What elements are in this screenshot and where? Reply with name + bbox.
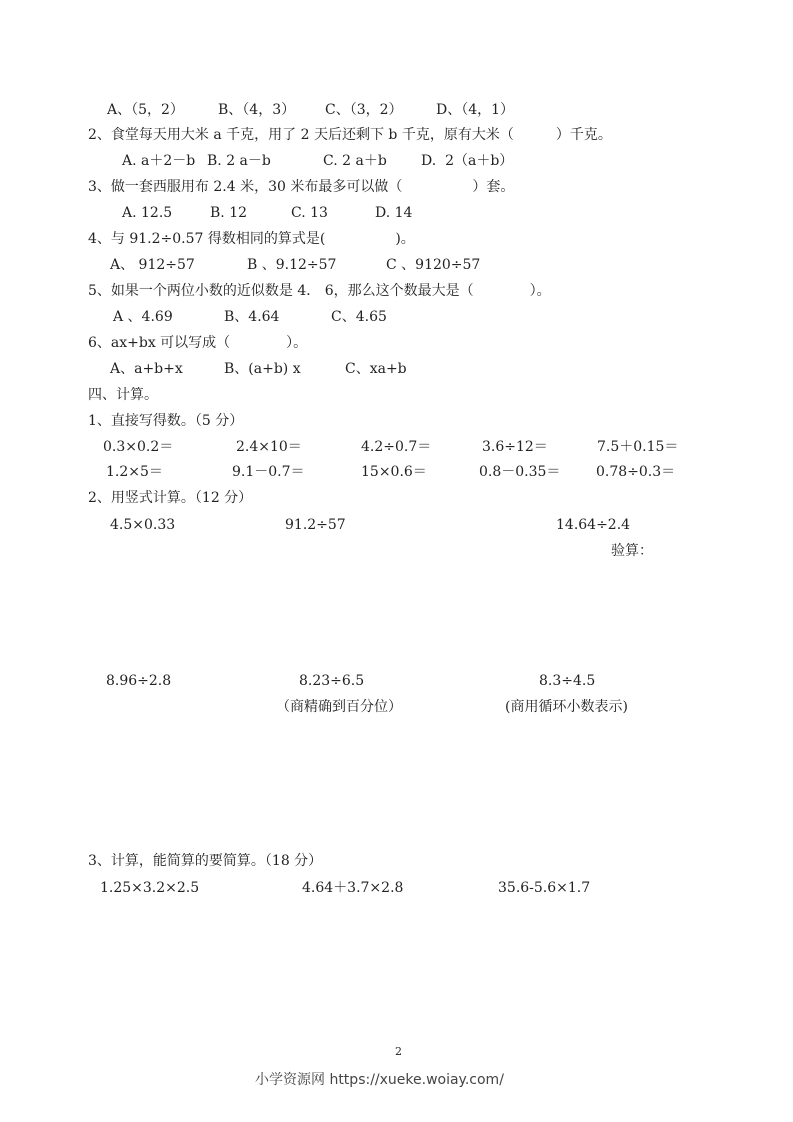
option: A. a＋2－b: [122, 153, 196, 169]
check-label: 验算：: [611, 543, 653, 559]
expression: 8.96÷2.8: [106, 673, 172, 689]
note: (商用循环小数表示): [505, 699, 628, 715]
expression: 0.78÷0.3＝: [596, 464, 676, 480]
option: A 、4.69: [113, 309, 173, 325]
option: B 、9.12÷57: [247, 257, 337, 273]
expression: 3.6÷12＝: [482, 439, 548, 455]
question-2: 2、食堂每天用大米 a 千克，用了 2 天后还剩下 b 千克，原有大米（ ）千克。: [88, 127, 612, 143]
page-number: 2: [395, 1045, 402, 1058]
option: C. 2 a＋b: [323, 153, 387, 169]
option: C、4.65: [331, 309, 387, 325]
option: C、（3，2）: [325, 102, 403, 118]
option: A、（5，2）: [107, 102, 184, 118]
expression: 4.64＋3.7×2.8: [302, 880, 404, 896]
option: C. 13: [291, 205, 328, 221]
expression: 91.2÷57: [285, 517, 346, 533]
option: B. 12: [210, 205, 248, 221]
expression: 2.4×10＝: [236, 439, 302, 455]
expression: 35.6-5.6×1.7: [498, 880, 591, 896]
expression: 4.2÷0.7＝: [361, 439, 432, 455]
expression: 0.3×0.2＝: [103, 439, 174, 455]
expression: 4.5×0.33: [110, 517, 176, 533]
option: A、a+b+x: [110, 361, 183, 377]
option: C、xa+b: [345, 361, 407, 377]
expression: 9.1－0.7＝: [232, 464, 305, 480]
note: （商精确到百分位）: [276, 699, 402, 715]
option: B. 2 a－b: [207, 153, 271, 169]
section-heading: 四、计算。: [88, 387, 158, 403]
option: B、(a+b) x: [224, 361, 301, 377]
option: D. 2（a＋b）: [421, 153, 514, 169]
calc-3-title: 3、计算，能简算的要简算。（18 分）: [88, 853, 323, 869]
option: C 、9120÷57: [386, 257, 481, 273]
option: A、 912÷57: [110, 257, 195, 273]
option: D、（4，1）: [436, 102, 515, 118]
expression: 1.25×3.2×2.5: [100, 880, 200, 896]
option: A. 12.5: [122, 205, 173, 221]
question-5: 5、如果一个两位小数的近似数是 4． 6，那么这个数最大是（ ）。: [88, 283, 551, 299]
option: B、（4，3）: [218, 102, 296, 118]
question-4: 4、与 91.2÷0.57 得数相同的算式是( )。: [88, 231, 415, 247]
calc-1-title: 1、直接写得数。（5 分）: [88, 413, 244, 429]
option: B、4.64: [224, 309, 280, 325]
calc-2-title: 2、用竖式计算。（12 分）: [88, 490, 253, 506]
expression: 1.2×5＝: [106, 464, 163, 480]
expression: 8.3÷4.5: [539, 673, 596, 689]
option: D. 14: [375, 205, 413, 221]
question-6: 6、ax+bx 可以写成（ ）。: [88, 335, 308, 351]
expression: 0.8－0.35＝: [479, 464, 561, 480]
question-3: 3、做一套西服用布 2.4 米，30 米布最多可以做（ ）套。: [88, 179, 515, 195]
expression: 8.23÷6.5: [299, 673, 365, 689]
expression: 14.64÷2.4: [556, 517, 631, 533]
expression: 15×0.6＝: [361, 464, 427, 480]
expression: 7.5＋0.15＝: [597, 439, 679, 455]
footer-link[interactable]: 小学资源网 https://xueke.woiay.com/: [255, 1072, 504, 1088]
